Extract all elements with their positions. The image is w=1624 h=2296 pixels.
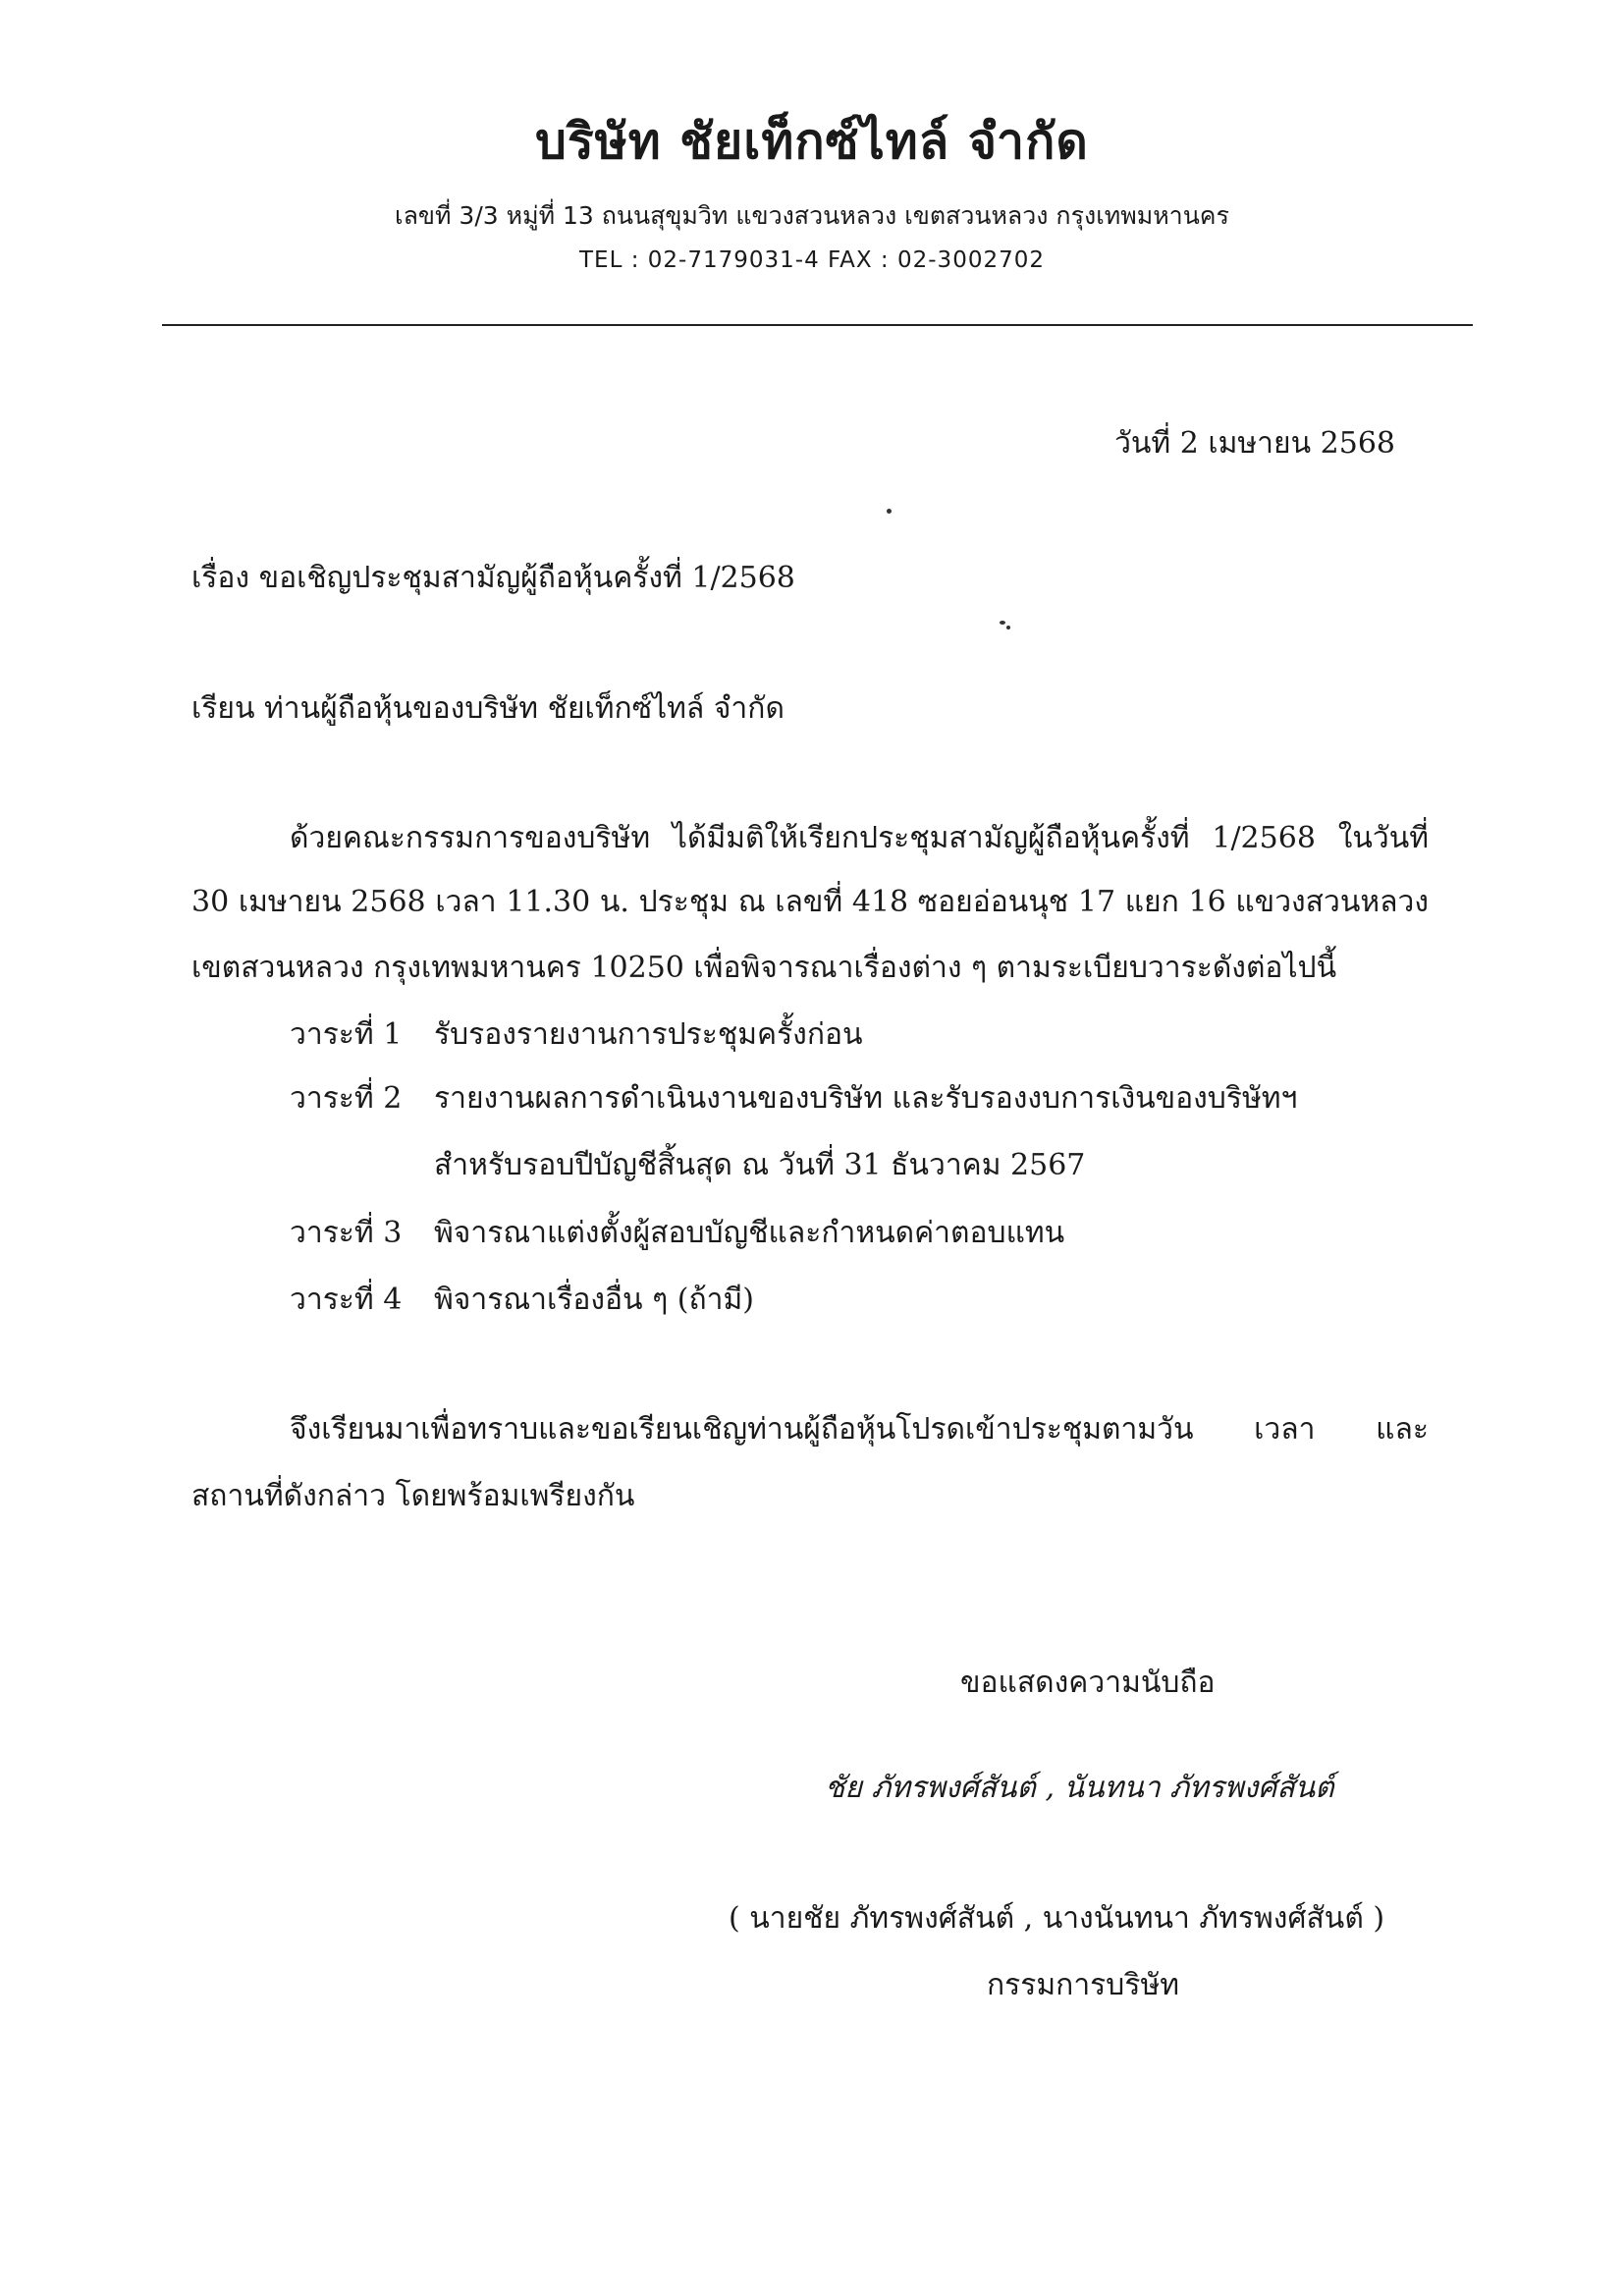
body-line: 30 เมษายน 2568 เวลา 11.30 น. ประชุม ณ เลขที่ 418 ซอยอ่อนนุช 17 แยก 16 แขวงสวนหลวง	[191, 885, 1429, 919]
closing-paragraph-line: สถานที่ดังกล่าว โดยพร้อมเพรียงกัน	[191, 1479, 635, 1513]
letter-salutation: เรียน ท่านผู้ถือหุ้นของบริษัท ชัยเท็กซ์ไทล์ จำกัด	[191, 691, 785, 726]
signer-names: ( นายชัย ภัทรพงศ์สันต์ , นางนันทนา ภัทรพงศ์สันต์ )	[729, 1901, 1385, 1936]
agenda-text: พิจารณาเรื่องอื่น ๆ (ถ้ามี)	[434, 1283, 754, 1317]
agenda-text: รายงานผลการดำเนินงานของบริษัท และรับรองงบการเงินของบริษัทฯ	[434, 1081, 1298, 1116]
body-line: เขตสวนหลวง กรุงเทพมหานคร 10250 เพื่อพิจารณาเรื่องต่าง ๆ ตามระเบียบวาระดังต่อไปนี้	[191, 951, 1337, 985]
scan-speck	[1000, 621, 1005, 625]
agenda-label: วาระที่ 4	[290, 1283, 403, 1317]
scan-speck	[1006, 626, 1010, 629]
company-name: บริษัท ชัยเท็กซ์ไทล์ จำกัด	[535, 112, 1089, 170]
agenda-text: สำหรับรอบปีบัญชีสิ้นสุด ณ วันที่ 31 ธันวาคม 2567	[434, 1148, 1086, 1182]
signature: ชัย ภัทรพงศ์สันต์ , นันทนา ภัทรพงศ์สันต์	[825, 1771, 1334, 1805]
agenda-text: พิจารณาแต่งตั้งผู้สอบบัญชีและกำหนดค่าตอบแทน	[434, 1216, 1065, 1250]
letter-date: วันที่ 2 เมษายน 2568	[1114, 426, 1395, 461]
signer-title: กรรมการบริษัท	[987, 1968, 1179, 2002]
agenda-text: รับรองรายงานการประชุมครั้งก่อน	[434, 1017, 863, 1052]
header-divider	[162, 324, 1473, 326]
company-address: เลขที่ 3/3 หมู่ที่ 13 ถนนสุขุมวิท แขวงสวนหลวง เขตสวนหลวง กรุงเทพมหานคร	[395, 201, 1229, 230]
agenda-label: วาระที่ 1	[290, 1017, 403, 1052]
letter-subject: เรื่อง ขอเชิญประชุมสามัญผู้ถือหุ้นครั้งที่ 1/2568	[191, 561, 795, 595]
company-contact: TEL : 02-7179031-4 FAX : 02-3002702	[579, 247, 1045, 273]
agenda-label: วาระที่ 3	[290, 1216, 403, 1250]
closing-salutation: ขอแสดงความนับถือ	[960, 1666, 1216, 1700]
agenda-label: วาระที่ 2	[290, 1081, 403, 1116]
body-line: ด้วยคณะกรรมการของบริษัท ได้มีมติให้เรียกประชุมสามัญผู้ถือหุ้นครั้งที่ 1/2568 ในวันที่	[290, 821, 1429, 855]
scan-speck	[887, 509, 892, 514]
closing-paragraph-line: จึงเรียนมาเพื่อทราบและขอเรียนเชิญท่านผู้ถือหุ้นโปรดเข้าประชุมตามวัน เวลา และ	[290, 1412, 1429, 1447]
